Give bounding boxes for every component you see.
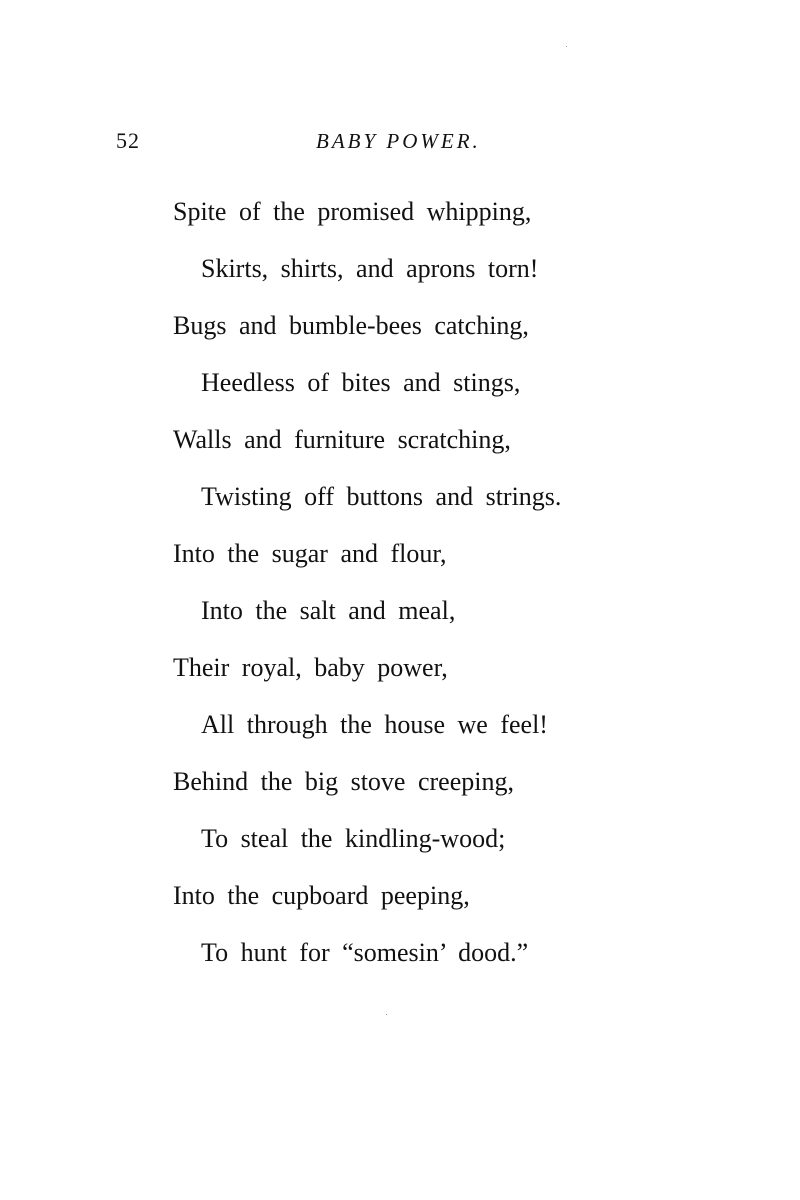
poem-line: All through the house we feel!: [201, 710, 548, 739]
poem-line: Heedless of bites and stings,: [201, 368, 521, 397]
poem-line: To hunt for “somesin’ dood.”: [201, 938, 529, 967]
paper-speck: [566, 46, 567, 47]
poem-line: Behind the big stove creeping,: [173, 767, 514, 796]
poem-line: Into the salt and meal,: [201, 596, 456, 625]
poem-line: Their royal, baby power,: [173, 653, 448, 682]
poem-line: Spite of the promised whipping,: [173, 197, 532, 226]
poem-line: Bugs and bumble-bees catching,: [173, 311, 529, 340]
poem-line: Twisting off buttons and strings.: [201, 482, 562, 511]
poem-line: Into the cupboard peeping,: [173, 881, 470, 910]
poem-line: Skirts, shirts, and aprons torn!: [201, 254, 539, 283]
paper-speck: [386, 1014, 387, 1015]
poem-line: Walls and furniture scratching,: [173, 425, 511, 454]
poem-line: Into the sugar and flour,: [173, 539, 447, 568]
poem-line: To steal the kindling-wood;: [201, 824, 506, 853]
running-title: BABY POWER.: [316, 129, 481, 153]
page-number: 52: [116, 128, 140, 153]
